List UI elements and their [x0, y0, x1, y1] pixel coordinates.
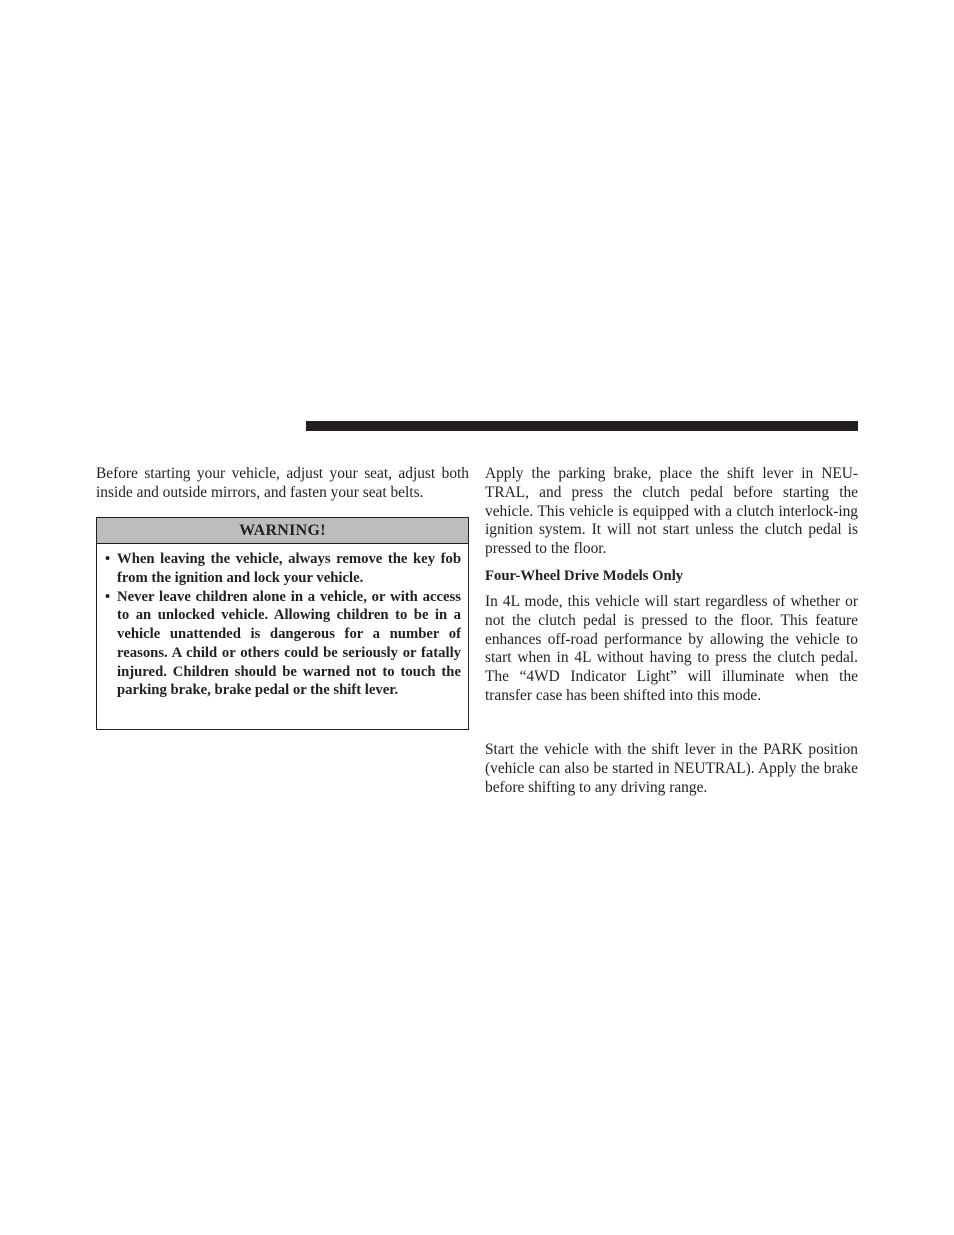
warning-list	[97, 544, 468, 700]
section-header-bar	[306, 421, 858, 431]
four-wheel-drive-paragraph: In 4L mode, this vehicle will start regardless of whether or not the clutch pedal is pressed to the floor. This feature enhances off-road performance by allowing the vehicle to start when in 4L without having to press the clutch pedal. The “4WD Indicator Light” will illuminate when the transfer case has been shifted into this mode.	[485, 593, 858, 704]
warning-item	[105, 550, 461, 588]
bullet-icon: •	[105, 551, 111, 567]
warning-box	[96, 517, 469, 730]
warning-item-text: Never leave children alone in a vehicle, or with access to an unlocked vehicle. Allowing children to be in a vehicle unattended is dangerous for a number of reasons. A child or others could be seriously or fatally injured. Children should be warned not to touch the parking brake, brake pedal or the shift lever.	[117, 588, 461, 699]
manual-transmission-paragraph: Apply the parking brake, place the shift lever in NEU-TRAL, and press the clutch pedal before starting the vehicle. This vehicle is equipped with a clutch interlock-ing ignition system. It will not start unless the clutch pedal is pressed to the floor.	[485, 465, 858, 557]
four-wheel-drive-heading: Four-Wheel Drive Models Only	[485, 568, 684, 584]
warning-item	[105, 588, 461, 701]
automatic-transmission-paragraph: Start the vehicle with the shift lever in the PARK position (vehicle can also be started in NEUTRAL). Apply the brake before shifting to any driving range.	[485, 741, 858, 796]
warning-title: WARNING!	[97, 518, 468, 544]
bullet-icon: •	[105, 588, 111, 605]
intro-paragraph: Before starting your vehicle, adjust your seat, adjust both inside and outside mirrors, and fasten your seat belts.	[96, 465, 469, 501]
warning-item-text: When leaving the vehicle, always remove the key fob from the ignition and lock your vehicle.	[117, 551, 461, 586]
